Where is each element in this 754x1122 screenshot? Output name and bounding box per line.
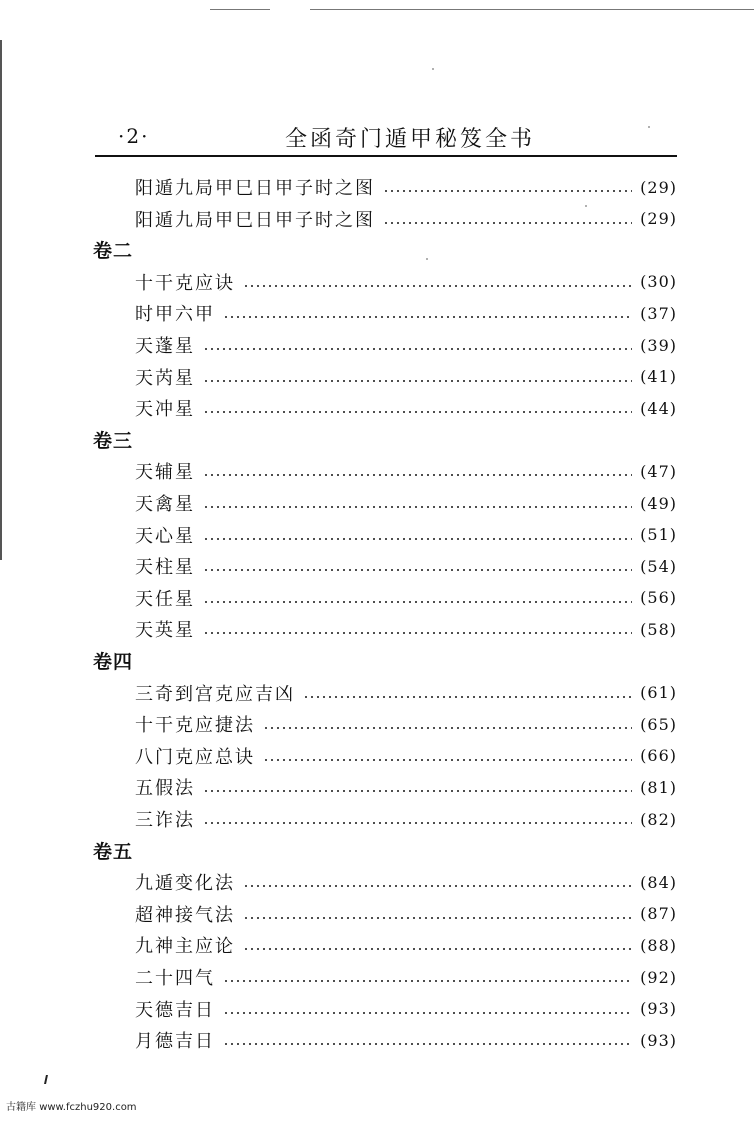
toc-entry-page: (82) xyxy=(640,809,677,829)
toc-entry-title: 十干克应诀 xyxy=(135,272,235,294)
volume-heading xyxy=(0,234,754,266)
toc-entry-title: 时甲六甲 xyxy=(135,304,215,326)
dot-leader xyxy=(243,285,632,287)
header-rule xyxy=(95,155,677,157)
scan-top-rule xyxy=(0,0,754,14)
toc-entry-title: 八门克应总诀 xyxy=(135,746,255,768)
toc-entry-page: (66) xyxy=(640,746,677,766)
toc-entry-line xyxy=(135,740,677,772)
toc-entry-page: (84) xyxy=(640,872,677,892)
page-header xyxy=(0,118,754,158)
toc-entry-line xyxy=(135,803,677,835)
toc-entry xyxy=(0,361,754,393)
toc-entry-line xyxy=(135,361,677,393)
toc-entry-title: 五假法 xyxy=(135,778,195,800)
toc-entry xyxy=(0,297,754,329)
toc-entry-line xyxy=(135,171,677,203)
volume-heading xyxy=(0,645,754,677)
dot-leader xyxy=(203,506,632,508)
toc-entry xyxy=(0,803,754,835)
toc-entry-title: 天冲星 xyxy=(135,399,195,421)
dot-leader xyxy=(203,822,632,824)
toc-entry-line xyxy=(135,708,677,740)
toc-entry xyxy=(0,898,754,930)
toc-entry-title: 阳遁九局甲巳日甲子时之图 xyxy=(135,209,375,231)
dot-leader xyxy=(203,474,632,476)
dot-leader xyxy=(203,569,632,571)
volume-heading xyxy=(0,835,754,867)
toc-entry-title: 天禽星 xyxy=(135,494,195,515)
toc-entry-title: 天心星 xyxy=(135,525,195,547)
toc-entry-line xyxy=(135,993,677,1025)
toc-entry-line xyxy=(135,392,677,424)
toc-entry xyxy=(0,708,754,740)
toc-entry-page: (41) xyxy=(640,367,677,387)
watermark xyxy=(6,1098,137,1113)
dot-leader xyxy=(263,727,632,729)
dot-leader xyxy=(203,380,632,382)
dot-leader xyxy=(223,980,632,982)
toc-entry xyxy=(0,582,754,614)
toc-entry-page: (37) xyxy=(640,303,677,323)
toc-entry-page: (92) xyxy=(640,967,677,987)
toc-entry-line xyxy=(135,961,677,993)
dot-leader xyxy=(203,632,632,634)
dot-leader xyxy=(243,948,632,950)
toc-entry-title: 九遁变化法 xyxy=(135,873,235,895)
toc-entry-page: (47) xyxy=(640,461,677,481)
toc-entry-line xyxy=(135,866,677,898)
toc-entry-line xyxy=(135,771,677,803)
toc-entry xyxy=(0,266,754,298)
toc-entry-title: 天辅星 xyxy=(135,462,195,484)
toc-entry xyxy=(0,613,754,645)
toc-entry xyxy=(0,329,754,361)
toc-entry-title: 阳遁九局甲巳日甲子时之图 xyxy=(135,178,375,199)
toc-entry-title: 天德吉日 xyxy=(135,999,215,1021)
toc-entry-page: (93) xyxy=(640,1030,677,1050)
scan-speck xyxy=(432,68,434,70)
dot-leader xyxy=(263,759,632,761)
toc-entry-title: 天芮星 xyxy=(135,367,195,389)
toc-entry-line xyxy=(135,550,677,582)
toc-entry-title: 二十四气 xyxy=(135,968,215,989)
toc-entry-title: 月德吉日 xyxy=(135,1031,215,1053)
toc-entry-page: (56) xyxy=(640,588,677,608)
toc-entry xyxy=(0,740,754,772)
toc-entry xyxy=(0,171,754,203)
toc-entry-page: (39) xyxy=(640,335,677,355)
toc-entry-line xyxy=(135,266,677,298)
toc-entry-line xyxy=(135,582,677,614)
dot-leader xyxy=(383,190,632,192)
book-title: 全函奇门遁甲秘笈全书 xyxy=(285,127,536,152)
toc-entry-line xyxy=(135,929,677,961)
dot-leader xyxy=(223,316,632,318)
toc-entry-page: (44) xyxy=(640,398,677,418)
toc-entry xyxy=(0,1024,754,1056)
toc-entry-line xyxy=(135,613,677,645)
toc-entry-page: (81) xyxy=(640,777,677,797)
toc-entry-line xyxy=(135,898,677,930)
toc-entry xyxy=(0,519,754,551)
toc-entry xyxy=(0,929,754,961)
page-number: ·2· xyxy=(118,124,150,148)
scan-mark xyxy=(44,1075,48,1084)
volume-title: 卷四 xyxy=(93,651,134,673)
volume-title: 卷三 xyxy=(93,429,134,452)
toc-entry-page: (29) xyxy=(640,209,677,229)
toc-entry xyxy=(0,993,754,1025)
toc-entry-title: 天柱星 xyxy=(135,557,195,579)
dot-leader xyxy=(243,917,632,919)
toc-entry xyxy=(0,961,754,993)
toc-entry-page: (88) xyxy=(640,935,677,955)
dot-leader xyxy=(203,601,632,603)
toc-entry xyxy=(0,550,754,582)
watermark-site: www.fczhu920.com xyxy=(39,1102,137,1113)
toc-entry-line xyxy=(135,329,677,361)
toc-entry-line xyxy=(135,677,677,709)
watermark-label: 古籍库 xyxy=(6,1102,36,1113)
toc-entry-line xyxy=(135,487,677,519)
toc-entry xyxy=(0,203,754,235)
toc-entry-line xyxy=(135,1024,677,1056)
toc-entry-title: 天英星 xyxy=(135,620,195,642)
toc-entry-page: (87) xyxy=(640,904,677,924)
scan-rule-segment xyxy=(210,9,270,10)
toc-entry-title: 天任星 xyxy=(135,588,195,610)
toc-entry-line xyxy=(135,297,677,329)
toc-entry-page: (49) xyxy=(640,493,677,513)
toc-entry-page: (61) xyxy=(640,683,677,703)
toc-entry-page: (54) xyxy=(640,556,677,576)
volume-heading xyxy=(0,424,754,456)
dot-leader xyxy=(203,790,632,792)
toc-entry-title: 超神接气法 xyxy=(135,904,235,926)
dot-leader xyxy=(203,348,632,350)
toc-entry xyxy=(0,677,754,709)
toc-entry-page: (30) xyxy=(640,272,677,292)
toc-entry-title: 天蓬星 xyxy=(135,336,195,357)
toc-entry-title: 九神主应论 xyxy=(135,936,235,958)
dot-leader xyxy=(203,411,632,413)
volume-title: 卷五 xyxy=(93,840,134,863)
dot-leader xyxy=(223,1012,632,1014)
toc-entry xyxy=(0,487,754,519)
toc-entry xyxy=(0,392,754,424)
volume-title: 卷二 xyxy=(93,240,134,263)
toc-entry-page: (51) xyxy=(640,525,677,545)
toc-entry xyxy=(0,771,754,803)
toc-entry-title: 十干克应捷法 xyxy=(135,715,255,737)
dot-leader xyxy=(223,1043,632,1045)
toc-entry-line xyxy=(135,203,677,235)
dot-leader xyxy=(383,222,632,224)
toc-entry-page: (58) xyxy=(640,619,677,639)
toc-entry-title: 三诈法 xyxy=(135,810,195,831)
scan-rule-segment xyxy=(310,9,754,10)
dot-leader xyxy=(203,538,632,540)
toc-entry-page: (65) xyxy=(640,714,677,734)
toc-entry-line xyxy=(135,519,677,551)
toc-entry-line xyxy=(135,455,677,487)
toc-entry-page: (29) xyxy=(640,177,677,197)
toc-entry xyxy=(0,455,754,487)
toc-entry-title: 三奇到宫克应吉凶 xyxy=(135,683,295,705)
dot-leader xyxy=(243,885,632,887)
toc-entry-page: (93) xyxy=(640,999,677,1019)
toc-entry xyxy=(0,866,754,898)
dot-leader xyxy=(303,696,632,698)
